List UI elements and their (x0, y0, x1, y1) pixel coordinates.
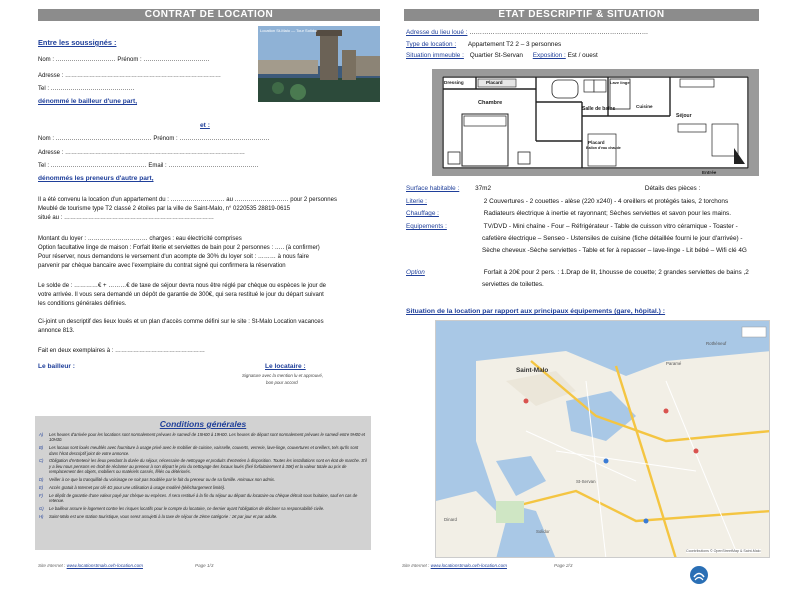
condition-key: C) (39, 458, 44, 464)
condition-text: Les locaux sont loués meublés avec fourniture à usage privé avec le mobilier de cuisine, vaisselle, couverts, verrerie, lave-linge, couvertures et oreillers, tels qu'ils sont dans l'état descriptif joint de votre annonce. (49, 445, 359, 456)
brand-logo-icon (690, 566, 708, 584)
exposition-value: Est / ouest (567, 52, 598, 59)
footer-right (402, 563, 507, 568)
signature-note: Signature avec la mention lu et approuvé, (242, 373, 324, 378)
chauffage-value: Radiateurs électrique à inertie et rayonnant; Sèches serviettes et savon pour les mains. (483, 210, 732, 217)
para-classement: Meublé de tourisme type T2 classé 2 étoiles par la ville de Saint-Malo, n° 0220535 28819-0615 (38, 206, 291, 212)
condition-key: E) (39, 484, 44, 490)
literie-row (406, 197, 728, 206)
type-label: Type de location : (406, 41, 457, 48)
tenant-name-line: Nom : ………………………………………… Prénom : ……………………………………… (38, 136, 270, 142)
map-place-4: Dinard (444, 517, 457, 522)
map-city-label: Saint-Malo (516, 367, 549, 374)
lessor-tel-line: Tel : …………………………………… (38, 86, 135, 92)
adresse-label: Adresse du lieu loué : (406, 29, 468, 36)
conditions-generales-box (35, 416, 371, 550)
adresse-value: ………………………………………………………………………… (469, 29, 649, 36)
condition-item (39, 514, 367, 519)
bailleur-part: dénommé le bailleur d'une part, (38, 98, 138, 105)
location-map[interactable] (435, 320, 770, 558)
equipements-line-1: TV/DVD - Mini chaîne - Four – Réfrigérateur - Table de cuisson vitro céramique - Toaster - (483, 223, 738, 230)
details-pieces: Détails des pièces : (644, 185, 701, 192)
room-dressing: Dressing (444, 80, 464, 85)
accord-note: bon pour accord (266, 380, 298, 385)
footer-right-link[interactable]: www.locationstmalo.ovh-location.com (430, 563, 507, 568)
adresse-row (406, 28, 648, 37)
contract-header: CONTRAT DE LOCATION (38, 9, 380, 21)
condition-item (39, 477, 367, 482)
condition-text: Veiller à ce que la tranquillité du voisinage ne soit pas troublée par le fait du preneur ou de sa famille. Animaux non admis. (49, 477, 276, 483)
para-dates: Il a été convenu la location d'un appartement du : ……………………… au ……………………… pour 2 personnes (38, 197, 337, 203)
option-line-1: Forfait à 20€ pour 2 pers. : 1.Drap de lit, 1housse de couette; 2 grandes serviettes de bains ,2 (483, 269, 749, 276)
lessor-name-line: Nom : ………………………… Prénom : …………………………… (38, 57, 210, 63)
le-bailleur-label: Le bailleur : (38, 363, 76, 370)
footer-prefix: Site Internet : (38, 563, 66, 568)
situation-label: Situation immeuble : (406, 52, 464, 59)
condition-text: Le bailleur assure le logement contre les risques locatifs pour le compte du locataire, ce dernier ayant l'obligation de déclarer sa responsabilité civile. (49, 505, 325, 511)
condition-text: Saint-Malo est une station touristique, vous serez assujetti à la taxe de séjour de 2ème catégorie : 1€ par jour et par adulte. (49, 513, 278, 519)
surface-row (406, 184, 700, 193)
condition-item (39, 445, 367, 456)
room-cuisine: Cuisine (636, 104, 653, 109)
situation-value: Quartier St-Servan (469, 52, 523, 59)
condition-key: D) (39, 477, 44, 483)
condition-key: A) (39, 432, 44, 437)
footer-right-page: Page 2/3 (554, 563, 573, 568)
tenant-address-line: Adresse : ……………………………………………………………………………… (38, 150, 246, 156)
room-placard: Placard (486, 80, 503, 85)
tenant-contact-line: Tel : ………………………………………… Email : ……………………………………… (38, 163, 259, 169)
condition-key: G) (39, 505, 44, 511)
map-place-3: St-Servan (576, 479, 596, 484)
room-ballon: Ballon d'eau chaude (586, 146, 621, 150)
para-situe: situé au : ………………………………………………………………… (38, 215, 215, 221)
literie-value: 2 Couvertures - 2 couettes - alèse (220 x240) - 4 oreillers et protégés taies, 2 torchons (483, 198, 729, 205)
para-descriptif: Ci-joint un descriptif des lieux loués et un plan d'accès comme défini sur le site : St-Malo Location vacances (38, 319, 324, 325)
photo-caption: Location St-Malo — Tour Solidor (260, 28, 318, 33)
situation-row (406, 51, 598, 60)
map-place-0: Paramé (666, 361, 682, 366)
equipements-label: Equipements : (406, 223, 447, 230)
exposition-label: Exposition : (532, 52, 566, 59)
para-annonce: annonce 813. (38, 328, 75, 334)
chauffage-label: Chauffage : (406, 210, 439, 217)
conditions-generales-title: Conditions générales (159, 419, 247, 429)
map-legend: Ccontributions © OpenStreetMap & Saint-Malo (686, 549, 761, 553)
preneurs-part: dénommés les preneurs d'autre part, (38, 175, 154, 182)
type-row (406, 40, 561, 49)
para-cheque: parvenir par chèque bancaire avec l'exemplaire du contrat signé qui confirmera la réservation (38, 263, 286, 269)
para-garantie: votre arrivée. Il vous sera demandé un dépôt de garantie de 300€, qui sera restitué le jour du départ suivant (38, 292, 324, 298)
option-line-2: serviettes de toilettes. (482, 281, 544, 288)
footer-page: Page 1/3 (195, 563, 214, 568)
condition-key: H) (39, 513, 44, 519)
room-placard-bas: Placard (588, 140, 605, 145)
entre-soussignes: Entre les soussignés : (38, 38, 117, 47)
para-loyer: Montant du loyer : ………………………… charges : eau électricité comprises (38, 236, 242, 242)
surface-value: 37m2 (475, 185, 492, 192)
room-entree: Entrée (702, 170, 717, 175)
equipements-row (406, 222, 738, 231)
condition-text: Accès gratuit à Internet par clé 4G pour une utilisation à usage modéré (téléchargement limité). (49, 484, 226, 490)
footer-link[interactable]: www.locationstmalo.ovh-location.com (66, 563, 143, 568)
location-photo (258, 26, 380, 102)
chauffage-row (406, 209, 731, 218)
map-place-1: Rothéneuf (706, 341, 727, 346)
le-locataire-label: Le locataire : (265, 363, 306, 370)
condition-key: B) (39, 445, 44, 451)
condition-item (39, 485, 367, 490)
room-sejour: Séjour (676, 113, 692, 119)
lessor-address-line: Adresse : …………………………………………………………………… (38, 73, 222, 79)
conditions-list (39, 432, 367, 519)
map-place-2: Solidor (536, 529, 550, 534)
descriptif-header: ETAT DESCRIPTIF & SITUATION (404, 9, 759, 21)
floor-plan (432, 69, 759, 176)
condition-key: F) (39, 492, 43, 498)
para-acompte: Pour réserver, nous demandons le versement d'un acompte de 30% du loyer soit : ……… à nous faire (38, 254, 309, 260)
surface-label: Surface habitable : (406, 185, 460, 192)
situation-title: Situation de la location par rapport aux principaux équipements (gare, hôpital.) : (406, 308, 666, 315)
para-conditions: les conditions générales définies. (38, 301, 127, 307)
option-row (406, 268, 749, 277)
para-solde: Le solde de : …………€ + ………€ de taxe de séjour devra nous être réglé par chèque ou espèces le jour de (38, 283, 326, 289)
condition-text: Obligation d'entretenir les lieux pendant la durée du séjour, nécessaire de nettoyage et produits d'entretien à disposition. Toutes les installations sont en état de marche. S'il y a lieu nous pensons en droit de réclamer au preneur à son départ le prix du nettoyage des locaux loués (fixé forfaitairement à 30€) et la valeur totale au prix de remplacement des objets, mobiliers ou matériels cassés, fêlés ou détériorés. (49, 458, 367, 475)
fait-exemplaires: Fait en deux exemplaires à : ……………………………………… (38, 348, 206, 354)
condition-item (39, 506, 367, 511)
equipements-line-3: Sèche cheveux -Sèche serviettes - Table et fer à repasser – lave-linge - Lit bébé – Wifi clé 4G (482, 247, 747, 254)
footer-right-prefix: Site Internet : (402, 563, 430, 568)
room-lave-linge: Lave linge (610, 80, 630, 85)
condition-item (39, 493, 367, 504)
literie-label: Literie : (406, 198, 427, 205)
type-value: Appartement T2 2 – 3 personnes (467, 41, 562, 48)
room-salle-de-bains: Salle de bains (582, 106, 616, 112)
et-label: et : (200, 122, 210, 129)
option-label: Option (406, 269, 425, 276)
condition-text: Les heures d'arrivée pour les locations sont normalement prévues le samedi de 15H00 à 19H00. Les heures de départ sont normalement prévues le samedi entre 9H00 et 10H30. (49, 432, 365, 443)
equipements-line-2: cafetière électrique – Senseo - Ustensiles de cuisine (fiche détaillée fourni le jour d'arrivée) - (482, 235, 743, 242)
condition-item (39, 432, 367, 443)
room-chambre: Chambre (478, 100, 503, 106)
para-option-linge: Option facultative linge de maison : Forfait literie et serviettes de bain pour 2 personnes : ….. (à confirmer) (38, 245, 320, 251)
condition-item (39, 458, 367, 474)
footer-left (38, 563, 143, 568)
condition-text: Le dépôt de garantie d'une valeur payé par chèque ou espèces. Il sera restitué à la fin du séjour au départ du locataire ou chèque détruit sous huitaine, sauf en cas de retenue. (49, 492, 358, 504)
